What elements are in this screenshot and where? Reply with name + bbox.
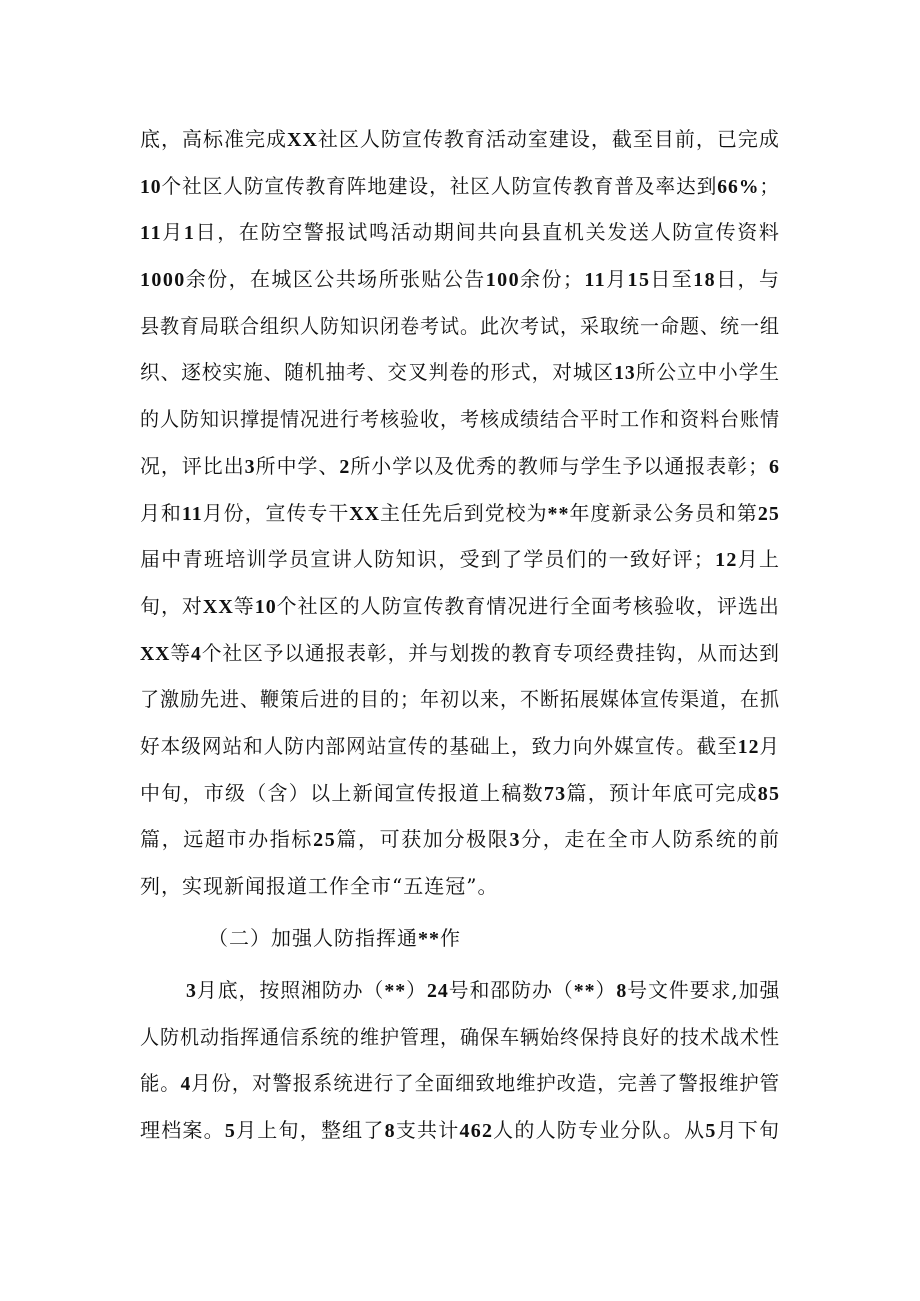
bold-token: ** — [573, 980, 596, 1002]
paragraph-line: 1000余份，在城区公共场所张贴公告100余份；11月15日至18日，与 — [140, 267, 781, 291]
bold-token: 25 — [313, 829, 337, 851]
bold-token: 4 — [191, 643, 202, 665]
bold-token: 25 — [757, 503, 780, 525]
paragraph-line: 县教育局联合组织人防知识闭卷考试。此次考试，采取统一命题、统一组 — [140, 314, 780, 338]
bold-token: 5 — [705, 1120, 717, 1142]
bold-token: 1 — [183, 222, 196, 244]
paragraph-line: 的人防知识撑提情况进行考核验收，考核成绩结合平时工作和资料台账情 — [140, 407, 780, 431]
bold-token: 8 — [616, 980, 628, 1002]
paragraph-line: 好本级网站和人防内部网站宣传的基础上，致力向外媒宣传。截至12月 — [140, 734, 780, 758]
bold-token: 11 — [140, 222, 163, 244]
bold-token: XX — [349, 503, 381, 525]
section-heading: （二）加强人防指挥通**作 — [208, 926, 461, 950]
bold-token: XX — [140, 643, 171, 665]
paragraph-line: 10个社区人防宣传教育阵地建设，社区人防宣传教育普及率达到66%； — [140, 174, 780, 198]
bold-token: ** — [384, 980, 407, 1002]
bold-token: 66% — [717, 176, 760, 198]
paragraph-line: 底，高标准完成XX社区人防宣传教育活动室建设，截至目前，已完成 — [140, 127, 780, 151]
paragraph-line: 篇，远超市办指标25篇，可获加分极限3分，走在全市人防系统的前 — [140, 827, 781, 851]
paragraph-line: 况，评比出3所中学、2所小学以及优秀的教师与学生予以通报表彰；6 — [140, 454, 780, 478]
bold-token: 11 — [181, 503, 203, 525]
bold-token: XX — [202, 596, 234, 618]
paragraph-line: 旬，对XX等10个社区的人防宣传教育情况进行全面考核验收，评选出 — [140, 594, 780, 618]
bold-token: 1000 — [140, 269, 186, 291]
bold-token: 85 — [757, 783, 781, 805]
bold-token: 3 — [509, 829, 522, 851]
bold-token: 10 — [254, 596, 277, 618]
bold-token: ** — [547, 503, 570, 525]
bold-token: 2 — [339, 456, 351, 478]
paragraph-line: 能。4月份，对警报系统进行了全面细致地维护改造，完善了警报维护管 — [140, 1071, 781, 1095]
bold-token: 11 — [584, 269, 607, 291]
bold-token: 8 — [384, 1120, 396, 1142]
bold-token: 10 — [140, 176, 162, 198]
bold-token: 5 — [224, 1120, 237, 1142]
paragraph-line: 中旬，市级（含）以上新闻宣传报道上稿数73篇，预计年底可完成85 — [140, 781, 781, 805]
bold-token: 15 — [627, 269, 651, 291]
paragraph-line: 理档案。5月上旬，整组了8支共计462人的人防专业分队。从5月下旬 — [140, 1118, 781, 1142]
bold-token: 18 — [693, 269, 717, 291]
bold-token: 12 — [715, 549, 738, 571]
bold-token: 12 — [737, 736, 760, 758]
bold-token: 73 — [543, 783, 567, 805]
bold-token: 4 — [180, 1073, 192, 1095]
bold-token: 3 — [186, 980, 197, 1002]
paragraph-line: 列，实现新闻报道工作全市“五连冠”。 — [140, 874, 499, 898]
paragraph-line: 人防机动指挥通信系统的维护管理，确保车辆始终保持良好的技术战术性 — [140, 1025, 780, 1049]
bold-token: 24 — [426, 980, 449, 1002]
bold-token: ** — [418, 928, 440, 950]
paragraph-line: 织、逐校实施、随机抽考、交叉判卷的形式，对城区13所公立中小学生 — [140, 360, 780, 384]
bold-token: 13 — [614, 362, 636, 384]
paragraph-line: 3月底，按照湘防办（**）24号和邵防办（**）8号文件要求,加强 — [186, 978, 781, 1002]
paragraph-line: XX等4个社区予以通报表彰，并与划拨的教育专项经费挂钩，从而达到 — [140, 641, 780, 665]
paragraph-line: 11月1日，在防空警报试鸣活动期间共向县直机关发送人防宣传资料 — [140, 220, 781, 244]
bold-token: 100 — [485, 269, 521, 291]
bold-token: 3 — [244, 456, 256, 478]
bold-token: 462 — [459, 1120, 494, 1142]
bold-token: 6 — [769, 456, 780, 478]
paragraph-line: 了激励先进、鞭策后进的目的；年初以来，不断拓展媒体宣传渠道，在抓 — [140, 687, 780, 711]
paragraph-line: 届中青班培训学员宣讲人防知识，受到了学员们的一致好评；12月上 — [140, 547, 781, 571]
bold-token: XX — [287, 129, 318, 151]
paragraph-line: 月和11月份，宣传专干XX主任先后到党校为**年度新录公务员和第25 — [140, 501, 780, 525]
